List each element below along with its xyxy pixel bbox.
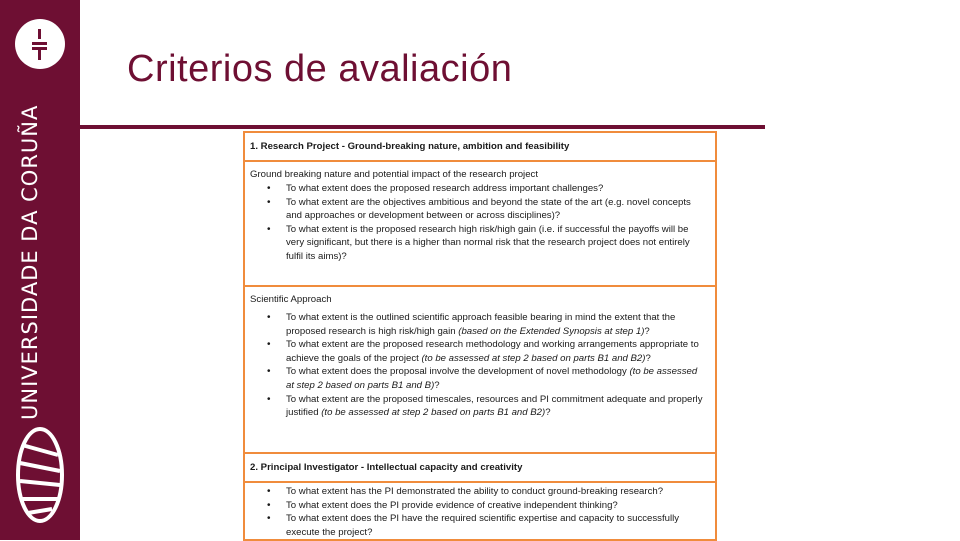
section-heading: 1. Research Project - Ground-breaking nature, ambition and feasibility bbox=[250, 141, 570, 152]
section-principal-investigator bbox=[245, 485, 715, 539]
sidebar-brand-bar bbox=[0, 0, 80, 540]
section-ground-breaking-nature bbox=[245, 162, 715, 287]
page-title: Criterios de avaliación bbox=[127, 48, 513, 90]
list-item: • To what extent does the proposed research address important challenges? bbox=[286, 182, 707, 196]
section-principal-investigator-header bbox=[245, 454, 715, 483]
criteria-list bbox=[245, 485, 715, 539]
list-item: • To what extent are the proposed research methodology and working arrangements appropriate to achieve the goals of the project (to be assessed at step 2 based on parts B1 and B2)? bbox=[286, 338, 707, 365]
list-item: • To what extent does the PI have the required scientific expertise and capacity to successfully execute the project? bbox=[286, 512, 707, 539]
criteria-list bbox=[245, 182, 715, 264]
list-item: • To what extent is the proposed research high risk/high gain (i.e. if successful the payoffs will be very significant, but there is a higher than normal risk that the research project does not entirely fulfil its aims)? bbox=[286, 223, 707, 264]
list-item: • To what extent is the outlined scientific approach feasible bearing in mind the extent that the proposed research is high risk/high gain (based on the Extended Synopsis at step 1)? bbox=[286, 311, 707, 338]
subsection-heading: Ground breaking nature and potential impact of the research project bbox=[250, 169, 538, 180]
university-name: UNIVERSIDADE DA CORUÑA bbox=[18, 104, 42, 420]
section-heading: 2. Principal Investigator - Intellectual capacity and creativity bbox=[250, 462, 523, 473]
list-item: • To what extent does the proposal involve the development of novel methodology (to be assessed at step 2 based on parts B1 and B)? bbox=[286, 365, 707, 392]
list-item: • To what extent are the objectives ambitious and beyond the state of the art (e.g. novel concepts and approaches or development between or across disciplines)? bbox=[286, 196, 707, 223]
evaluation-criteria-document bbox=[243, 131, 717, 541]
title-divider bbox=[80, 125, 765, 129]
list-item: • To what extent does the PI provide evidence of creative independent thinking? bbox=[286, 499, 707, 513]
subsection-heading: Scientific Approach bbox=[250, 294, 332, 305]
section-scientific-approach bbox=[245, 287, 715, 454]
list-item: • To what extent are the proposed timescales, resources and PI commitment adequate and properly justified (to be assessed at step 2 based on parts B1 and B2)? bbox=[286, 393, 707, 420]
section-research-project-header bbox=[245, 133, 715, 162]
list-item: • To what extent has the PI demonstrated the ability to conduct ground-breaking research? bbox=[286, 485, 707, 499]
criteria-list bbox=[245, 311, 715, 420]
university-emblem-icon bbox=[14, 425, 66, 525]
torch-icon bbox=[15, 19, 65, 69]
university-logo bbox=[15, 19, 65, 69]
